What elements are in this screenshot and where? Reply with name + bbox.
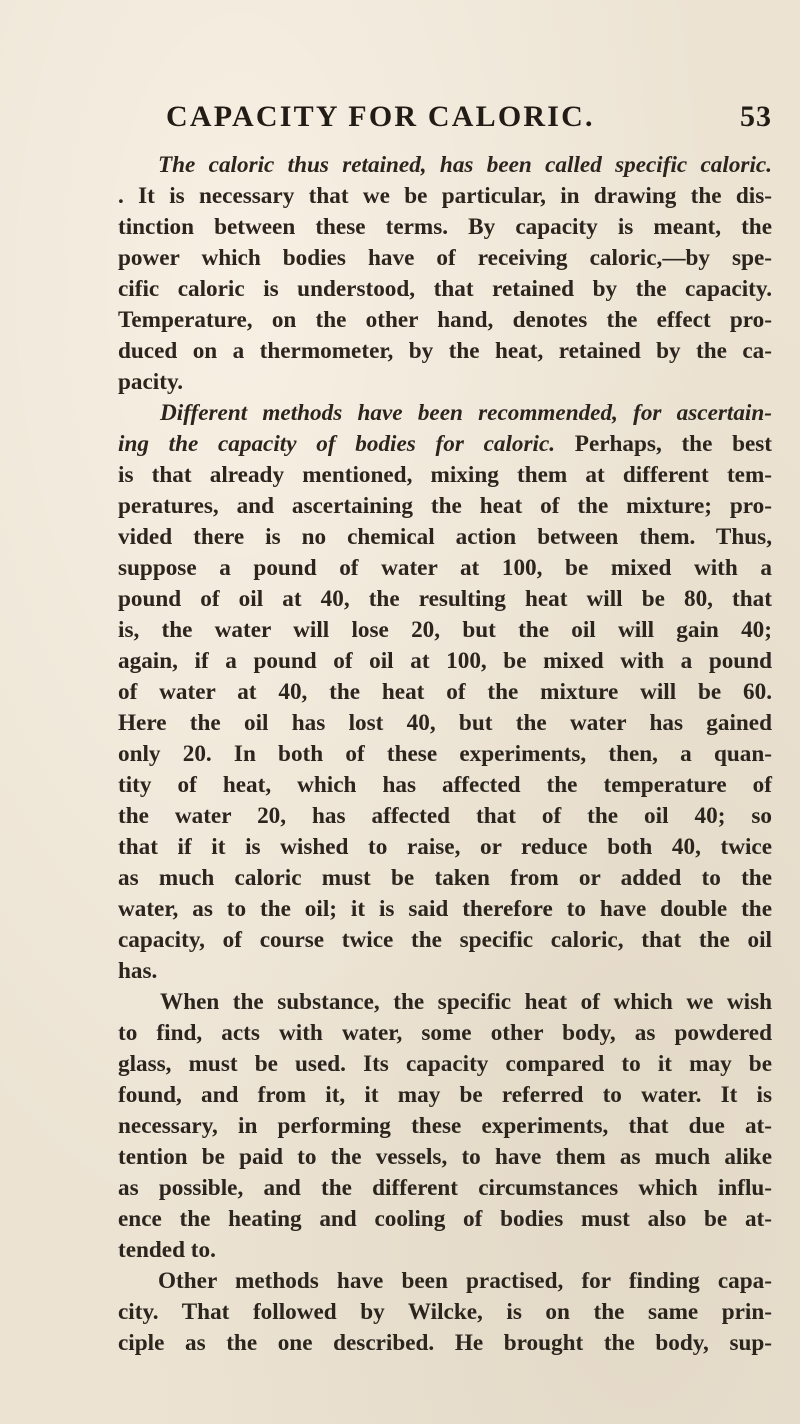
- running-head: [166, 100, 772, 140]
- text-line: Other methods have been practised, for finding capa-: [158, 1268, 772, 1294]
- text-line: water, as to the oil; it is said therefore to have double the: [118, 896, 772, 922]
- chapter-title: CAPACITY FOR CALORIC.: [166, 100, 595, 133]
- text-line: as much caloric must be taken from or added to the: [118, 865, 772, 891]
- text-line: found, and from it, it may be referred to water. It is: [118, 1082, 772, 1108]
- text-line: as possible, and the different circumstances which influ-: [118, 1175, 772, 1201]
- text-line: suppose a pound of water at 100, be mixed with a: [118, 555, 772, 581]
- text-line-roman-part: Perhaps, the best: [574, 431, 773, 457]
- text-line: to find, acts with water, some other body, as powdered: [118, 1020, 772, 1046]
- text-line: duced on a thermometer, by the heat, retained by the ca-: [118, 338, 772, 364]
- text-line: pacity.: [118, 369, 184, 395]
- text-line: glass, must be used. Its capacity compared to it may be: [118, 1051, 772, 1077]
- text-line: Different methods have been recommended, for ascertain-: [160, 400, 772, 426]
- text-line: that if it is wished to raise, or reduce both 40, twice: [118, 834, 772, 860]
- page-number: 53: [740, 100, 772, 133]
- text-line: tity of heat, which has affected the temperature of: [118, 772, 772, 798]
- text-line: tended to.: [118, 1237, 216, 1263]
- text-line: [118, 429, 772, 460]
- text-line: capacity, of course twice the specific caloric, that the oil: [118, 927, 772, 953]
- body-text: [118, 150, 772, 1359]
- text-line: tinction between these terms. By capacity is meant, the: [118, 214, 772, 240]
- text-line: city. That followed by Wilcke, is on the same prin-: [118, 1299, 772, 1325]
- text-line: tention be paid to the vessels, to have them as much alike: [118, 1144, 772, 1170]
- text-line: vided there is no chemical action between them. Thus,: [118, 524, 772, 550]
- text-line: ence the heating and cooling of bodies must also be at-: [118, 1206, 772, 1232]
- text-line: Here the oil has lost 40, but the water has gained: [118, 710, 772, 736]
- text-line: is, the water will lose 20, but the oil will gain 40;: [118, 617, 772, 643]
- text-line: cific caloric is understood, that retained by the capacity.: [118, 276, 772, 302]
- text-line: again, if a pound of oil at 100, be mixed with a pound: [118, 648, 772, 674]
- text-line: peratures, and ascertaining the heat of the mixture; pro-: [118, 493, 772, 519]
- text-line: pound of oil at 40, the resulting heat will be 80, that: [118, 586, 772, 612]
- text-line: . It is necessary that we be particular, in drawing the dis-: [118, 183, 772, 209]
- text-line: necessary, in performing these experiments, that due at-: [118, 1113, 772, 1139]
- text-line: The caloric thus retained, has been called specific caloric.: [158, 152, 772, 178]
- text-line: Temperature, on the other hand, denotes the effect pro-: [118, 307, 772, 333]
- text-line: is that already mentioned, mixing them at different tem-: [118, 462, 772, 488]
- text-line: only 20. In both of these experiments, then, a quan-: [118, 741, 772, 767]
- text-line: has.: [118, 958, 158, 984]
- text-line-italic-part: ing the capacity of bodies for caloric.: [118, 431, 556, 457]
- text-line: ciple as the one described. He brought the body, sup-: [118, 1330, 772, 1356]
- text-line: power which bodies have of receiving caloric,—by spe-: [118, 245, 772, 271]
- text-line: of water at 40, the heat of the mixture will be 60.: [118, 679, 772, 705]
- text-line: When the substance, the specific heat of which we wish: [160, 989, 772, 1015]
- text-line: the water 20, has affected that of the oil 40; so: [118, 803, 772, 829]
